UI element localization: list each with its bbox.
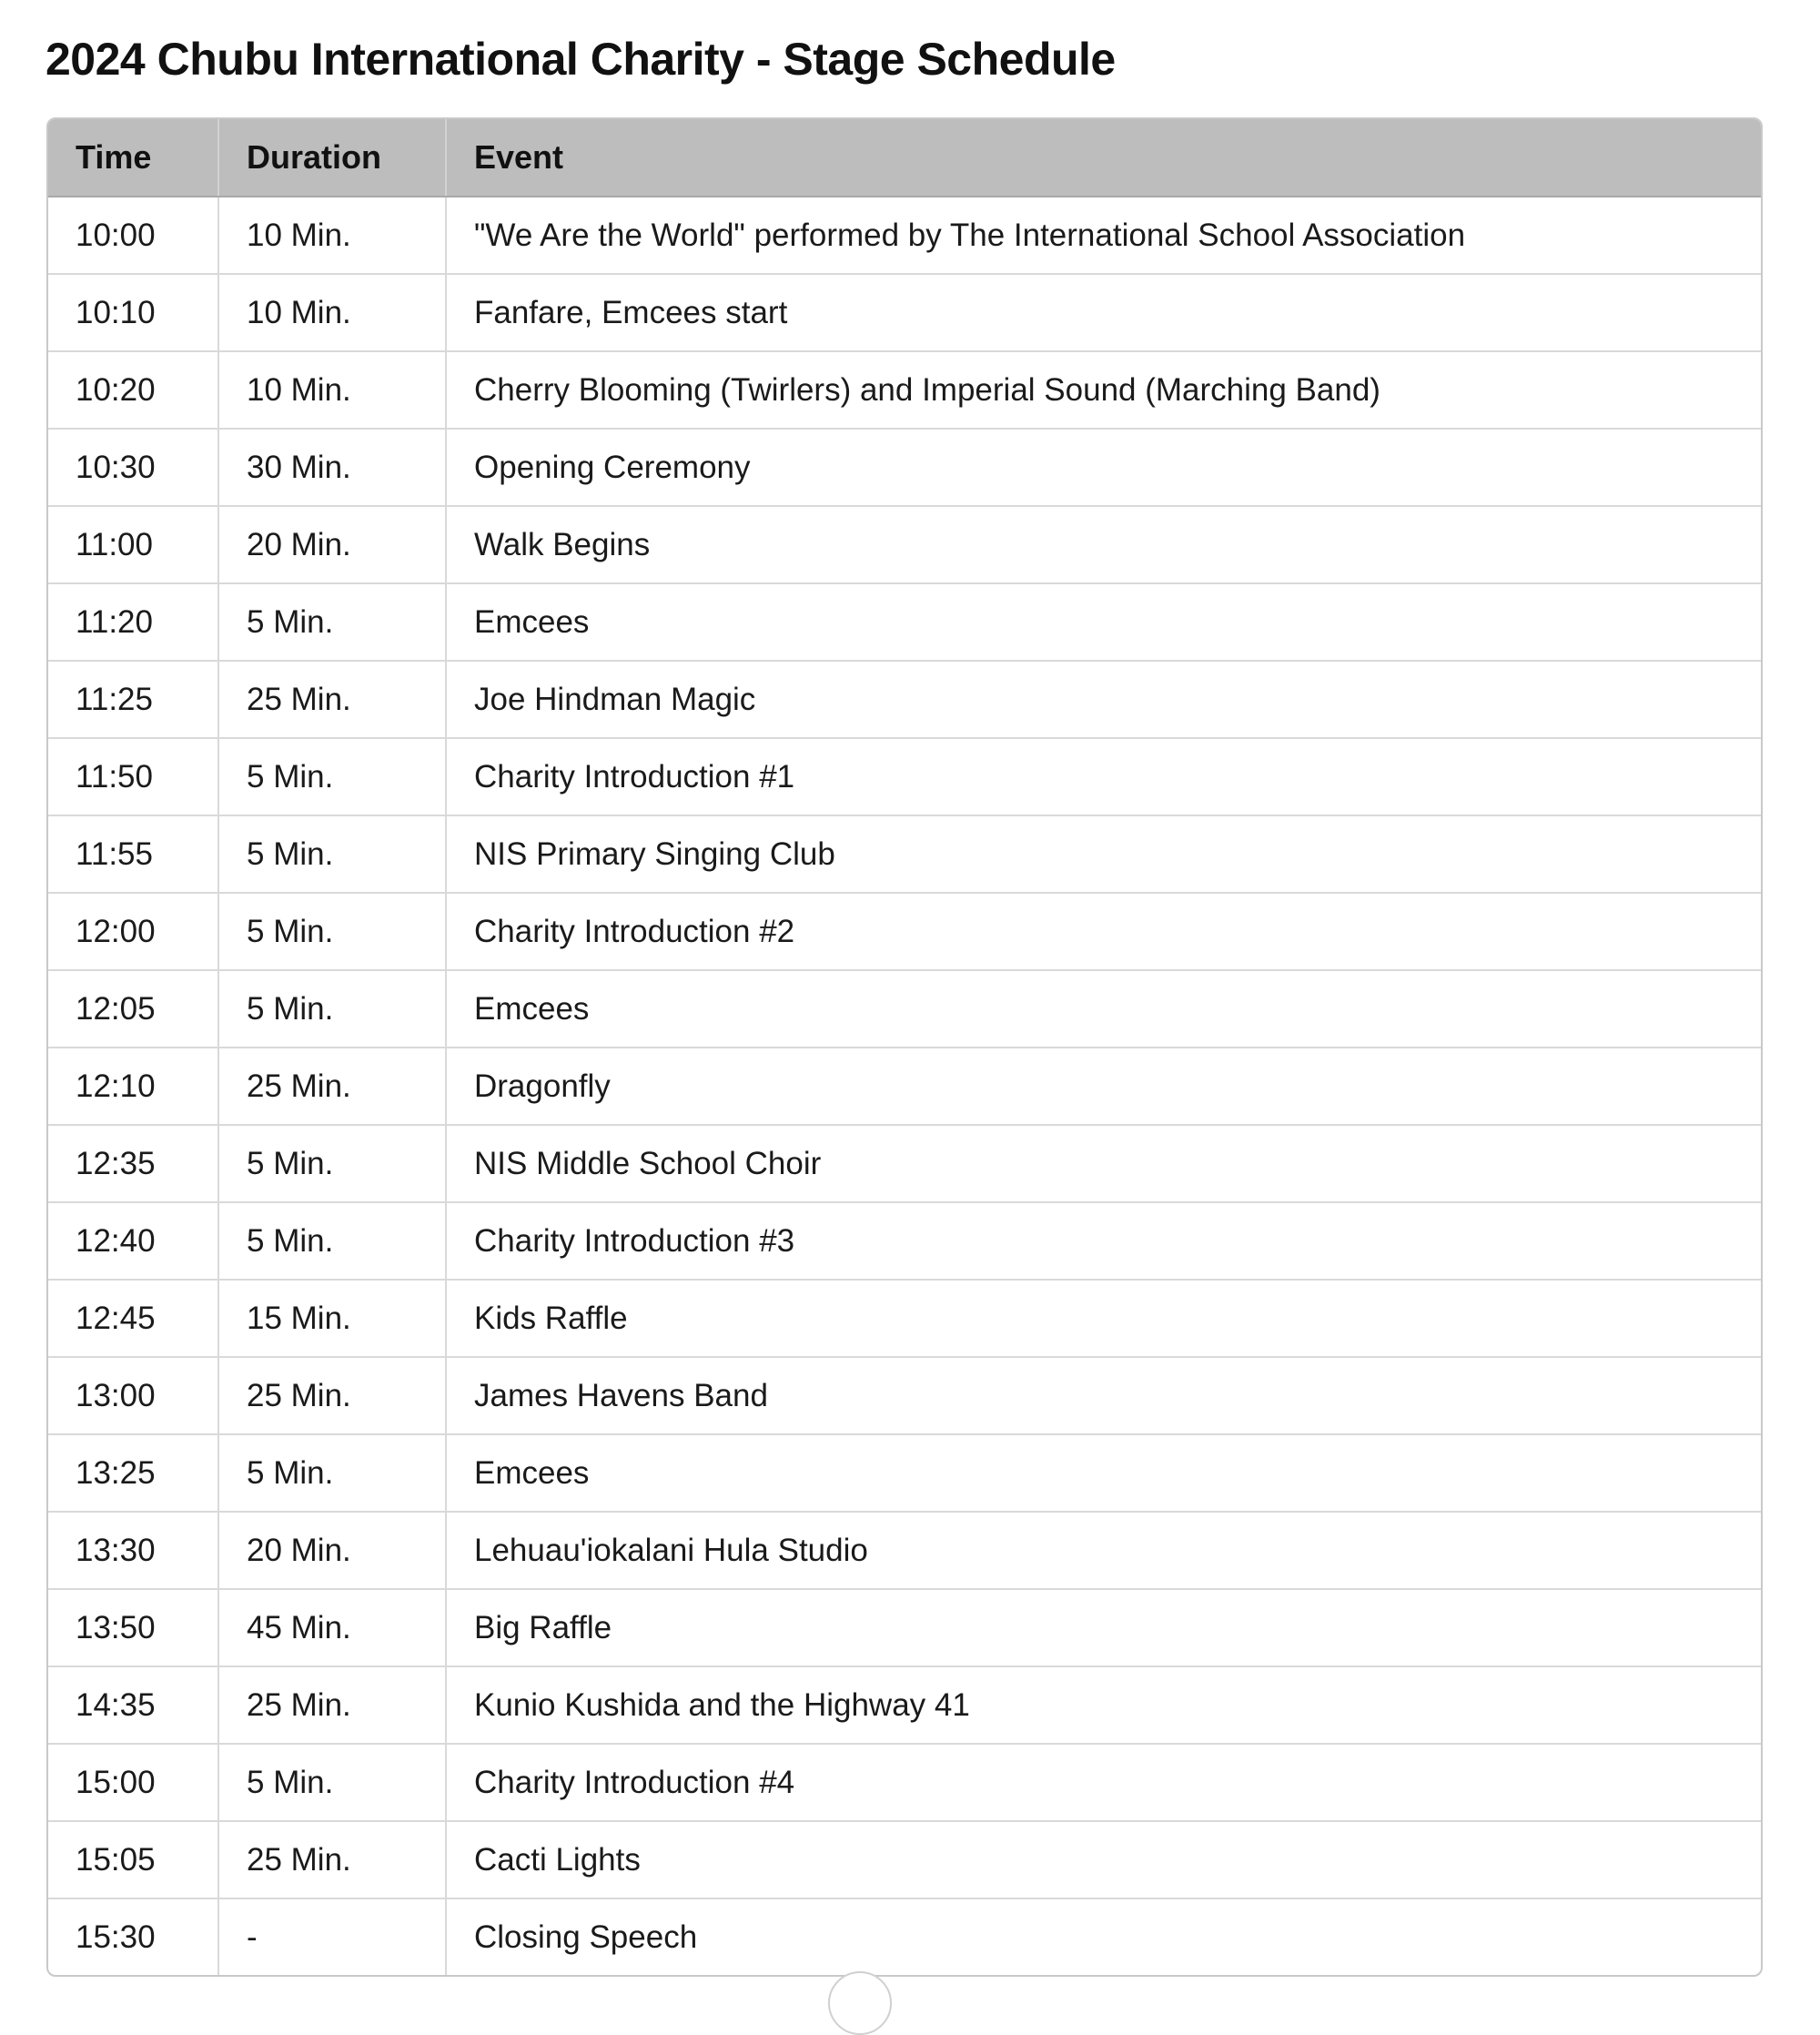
cell-event: NIS Primary Singing Club: [446, 815, 1761, 893]
cell-time: 11:00: [48, 506, 218, 583]
cell-event: Closing Speech: [446, 1898, 1761, 1975]
table-row: [48, 1898, 1761, 1975]
table-row: [48, 1357, 1761, 1434]
table-row: [48, 1589, 1761, 1666]
table-row: [48, 1202, 1761, 1280]
cell-event: Emcees: [446, 970, 1761, 1048]
cell-time: 10:20: [48, 351, 218, 429]
cell-duration: 15 Min.: [218, 1280, 446, 1357]
table-row: [48, 1125, 1761, 1202]
cell-duration: 5 Min.: [218, 738, 446, 815]
cell-event: Dragonfly: [446, 1048, 1761, 1125]
cell-duration: 5 Min.: [218, 893, 446, 970]
cell-event: Charity Introduction #2: [446, 893, 1761, 970]
cell-time: 11:55: [48, 815, 218, 893]
page-title: 2024 Chubu International Charity - Stage Schedule: [46, 34, 1116, 85]
cell-time: 13:50: [48, 1589, 218, 1666]
column-header-event: Event: [446, 119, 1761, 197]
cell-event: Charity Introduction #4: [446, 1744, 1761, 1821]
cell-time: 12:35: [48, 1125, 218, 1202]
cell-event: Emcees: [446, 583, 1761, 661]
table-row: [48, 1512, 1761, 1589]
cell-duration: 45 Min.: [218, 1589, 446, 1666]
cell-duration: 30 Min.: [218, 429, 446, 506]
table-row: [48, 893, 1761, 970]
cell-duration: 25 Min.: [218, 1666, 446, 1744]
cell-time: 10:10: [48, 274, 218, 351]
cell-event: Cacti Lights: [446, 1821, 1761, 1898]
cell-time: 13:00: [48, 1357, 218, 1434]
cell-time: 15:00: [48, 1744, 218, 1821]
cell-event: James Havens Band: [446, 1357, 1761, 1434]
schedule-table: [48, 119, 1761, 1975]
table-row: [48, 429, 1761, 506]
cell-duration: 10 Min.: [218, 274, 446, 351]
cell-duration: 5 Min.: [218, 970, 446, 1048]
cell-event: Lehuau'iokalani Hula Studio: [446, 1512, 1761, 1589]
table-row: [48, 1666, 1761, 1744]
cell-event: Emcees: [446, 1434, 1761, 1512]
table-row: [48, 1048, 1761, 1125]
cell-time: 15:30: [48, 1898, 218, 1975]
cell-event: Charity Introduction #1: [446, 738, 1761, 815]
table-row: [48, 506, 1761, 583]
column-header-duration: Duration: [218, 119, 446, 197]
cell-time: 12:40: [48, 1202, 218, 1280]
cell-time: 11:25: [48, 661, 218, 738]
cell-event: Joe Hindman Magic: [446, 661, 1761, 738]
table-body: [48, 197, 1761, 1975]
table-row: [48, 583, 1761, 661]
cell-duration: -: [218, 1898, 446, 1975]
table-row: [48, 1821, 1761, 1898]
cell-event: Kids Raffle: [446, 1280, 1761, 1357]
cell-duration: 20 Min.: [218, 506, 446, 583]
table-row: [48, 1280, 1761, 1357]
table-header-row: [48, 119, 1761, 197]
cell-duration: 5 Min.: [218, 1434, 446, 1512]
table-row: [48, 274, 1761, 351]
table-row: [48, 815, 1761, 893]
cell-event: NIS Middle School Choir: [446, 1125, 1761, 1202]
cell-time: 13:30: [48, 1512, 218, 1589]
cell-duration: 25 Min.: [218, 1357, 446, 1434]
cell-time: 11:20: [48, 583, 218, 661]
cell-duration: 5 Min.: [218, 1744, 446, 1821]
cell-event: Fanfare, Emcees start: [446, 274, 1761, 351]
table-row: [48, 738, 1761, 815]
cell-duration: 25 Min.: [218, 1821, 446, 1898]
cell-time: 12:05: [48, 970, 218, 1048]
table-header: [48, 119, 1761, 197]
cell-duration: 5 Min.: [218, 583, 446, 661]
cell-event: Cherry Blooming (Twirlers) and Imperial Sound (Marching Band): [446, 351, 1761, 429]
cell-time: 12:00: [48, 893, 218, 970]
cell-duration: 25 Min.: [218, 1048, 446, 1125]
cell-time: 12:45: [48, 1280, 218, 1357]
cell-event: "We Are the World" performed by The International School Association: [474, 217, 1466, 253]
schedule-table-container: [46, 117, 1763, 1977]
table-row: [48, 970, 1761, 1048]
cell-event: Walk Begins: [446, 506, 1761, 583]
cell-duration: 10 Min.: [218, 197, 446, 274]
cell-event: Big Raffle: [446, 1589, 1761, 1666]
cell-time: 11:50: [48, 738, 218, 815]
scroll-down-button[interactable]: [828, 1971, 892, 2035]
cell-time: 15:05: [48, 1821, 218, 1898]
cell-time: 14:35: [48, 1666, 218, 1744]
cell-duration: 5 Min.: [218, 815, 446, 893]
table-row: [48, 661, 1761, 738]
cell-time: 12:10: [48, 1048, 218, 1125]
cell-time: 10:00: [48, 197, 218, 274]
table-row: [48, 1434, 1761, 1512]
cell-duration: 5 Min.: [218, 1202, 446, 1280]
cell-time: 10:30: [48, 429, 218, 506]
cell-event: Opening Ceremony: [446, 429, 1761, 506]
cell-duration: 25 Min.: [218, 661, 446, 738]
cell-duration: 20 Min.: [218, 1512, 446, 1589]
cell-duration: 5 Min.: [218, 1125, 446, 1202]
cell-event: Charity Introduction #3: [446, 1202, 1761, 1280]
cell-time: 13:25: [48, 1434, 218, 1512]
table-row: [48, 1744, 1761, 1821]
cell-duration: 10 Min.: [218, 351, 446, 429]
column-header-time: Time: [48, 119, 218, 197]
table-row: [48, 197, 1761, 274]
cell-event: Kunio Kushida and the Highway 41: [446, 1666, 1761, 1744]
table-row: [48, 351, 1761, 429]
